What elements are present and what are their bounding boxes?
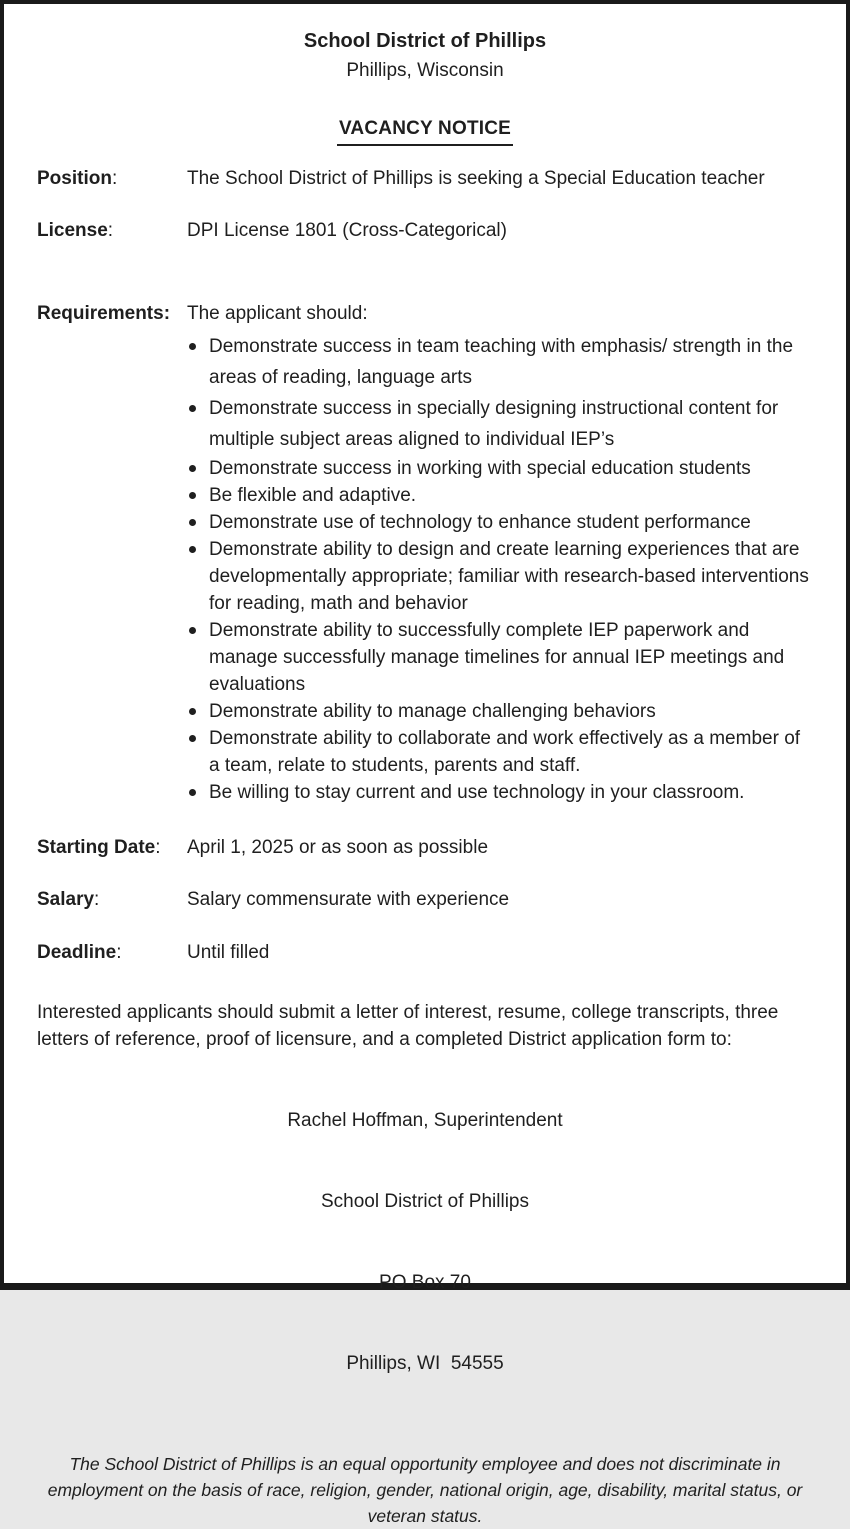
starting-date-row bbox=[37, 835, 813, 861]
district-location: Phillips, Wisconsin bbox=[346, 60, 504, 81]
starting-date-value: April 1, 2025 or as soon as possible bbox=[187, 837, 489, 858]
position-label: Position : bbox=[37, 166, 187, 192]
requirement-item: Demonstrate success in team teaching with emphasis/ strength in the areas of reading, language arts bbox=[37, 331, 813, 393]
position-row bbox=[37, 166, 813, 192]
license-row bbox=[37, 218, 813, 244]
application-instructions: Interested applicants should submit a letter of interest, resume, college transcripts, three letters of reference, proof of licensure, and a completed District application form to: bbox=[37, 1002, 779, 1050]
requirements-row bbox=[37, 301, 813, 327]
license-label: License : bbox=[37, 218, 187, 244]
position-value: The School District of Phillips is seeking a Special Education teacher bbox=[187, 168, 765, 189]
contact-pobox-line: PO Box 70 bbox=[379, 1272, 471, 1293]
deadline-row bbox=[37, 940, 813, 966]
requirements-list bbox=[37, 331, 813, 806]
requirement-item: Demonstrate ability to manage challenging behaviors bbox=[37, 698, 813, 725]
salary-value: Salary commensurate with experience bbox=[187, 889, 510, 910]
requirement-item: Demonstrate use of technology to enhance student performance bbox=[37, 509, 813, 536]
eeo-statement: The School District of Phillips is an equal opportunity employee and does not discriminate in employment on the basis of race, religion, gender, national origin, age, disability, marital status, or veteran status. bbox=[47, 1454, 803, 1526]
contact-name-line: Rachel Hoffman, Superintendent bbox=[287, 1110, 563, 1131]
notice-title-wrap bbox=[37, 116, 813, 146]
district-title: School District of Phillips bbox=[303, 30, 547, 52]
requirement-item: Demonstrate ability to design and create learning experiences that are developmentally appropriate; familiar with research-based interventions for reading, math and behavior bbox=[37, 536, 813, 617]
requirements-label: Requirements : bbox=[37, 301, 187, 327]
starting-date-label: Starting Date : bbox=[37, 835, 187, 861]
requirement-item: Be flexible and adaptive. bbox=[37, 482, 813, 509]
contact-address-block bbox=[37, 1053, 813, 1431]
deadline-label: Deadline : bbox=[37, 940, 187, 966]
document-body bbox=[4, 28, 846, 1529]
license-value: DPI License 1801 (Cross-Categorical) bbox=[187, 220, 507, 241]
requirement-item: Demonstrate ability to collaborate and work effectively as a member of a team, relate to students, parents and staff. bbox=[37, 725, 813, 779]
salary-label: Salary : bbox=[37, 887, 187, 913]
document-header bbox=[37, 28, 813, 84]
requirements-intro: The applicant should: bbox=[187, 303, 368, 324]
deadline-value: Until filled bbox=[187, 942, 270, 963]
notice-title: VACANCY NOTICE bbox=[337, 116, 513, 146]
contact-city-line: Phillips, WI 54555 bbox=[346, 1353, 504, 1374]
requirement-item: Demonstrate success in working with special education students bbox=[37, 455, 813, 482]
contact-org-line: School District of Phillips bbox=[320, 1191, 530, 1212]
requirement-item: Be willing to stay current and use technology in your classroom. bbox=[37, 779, 813, 806]
requirement-item: Demonstrate ability to successfully complete IEP paperwork and manage successfully manage timelines for annual IEP meetings and evaluations bbox=[37, 617, 813, 698]
salary-row bbox=[37, 887, 813, 913]
requirement-item: Demonstrate success in specially designing instructional content for multiple subject areas aligned to individual IEP’s bbox=[37, 393, 813, 455]
